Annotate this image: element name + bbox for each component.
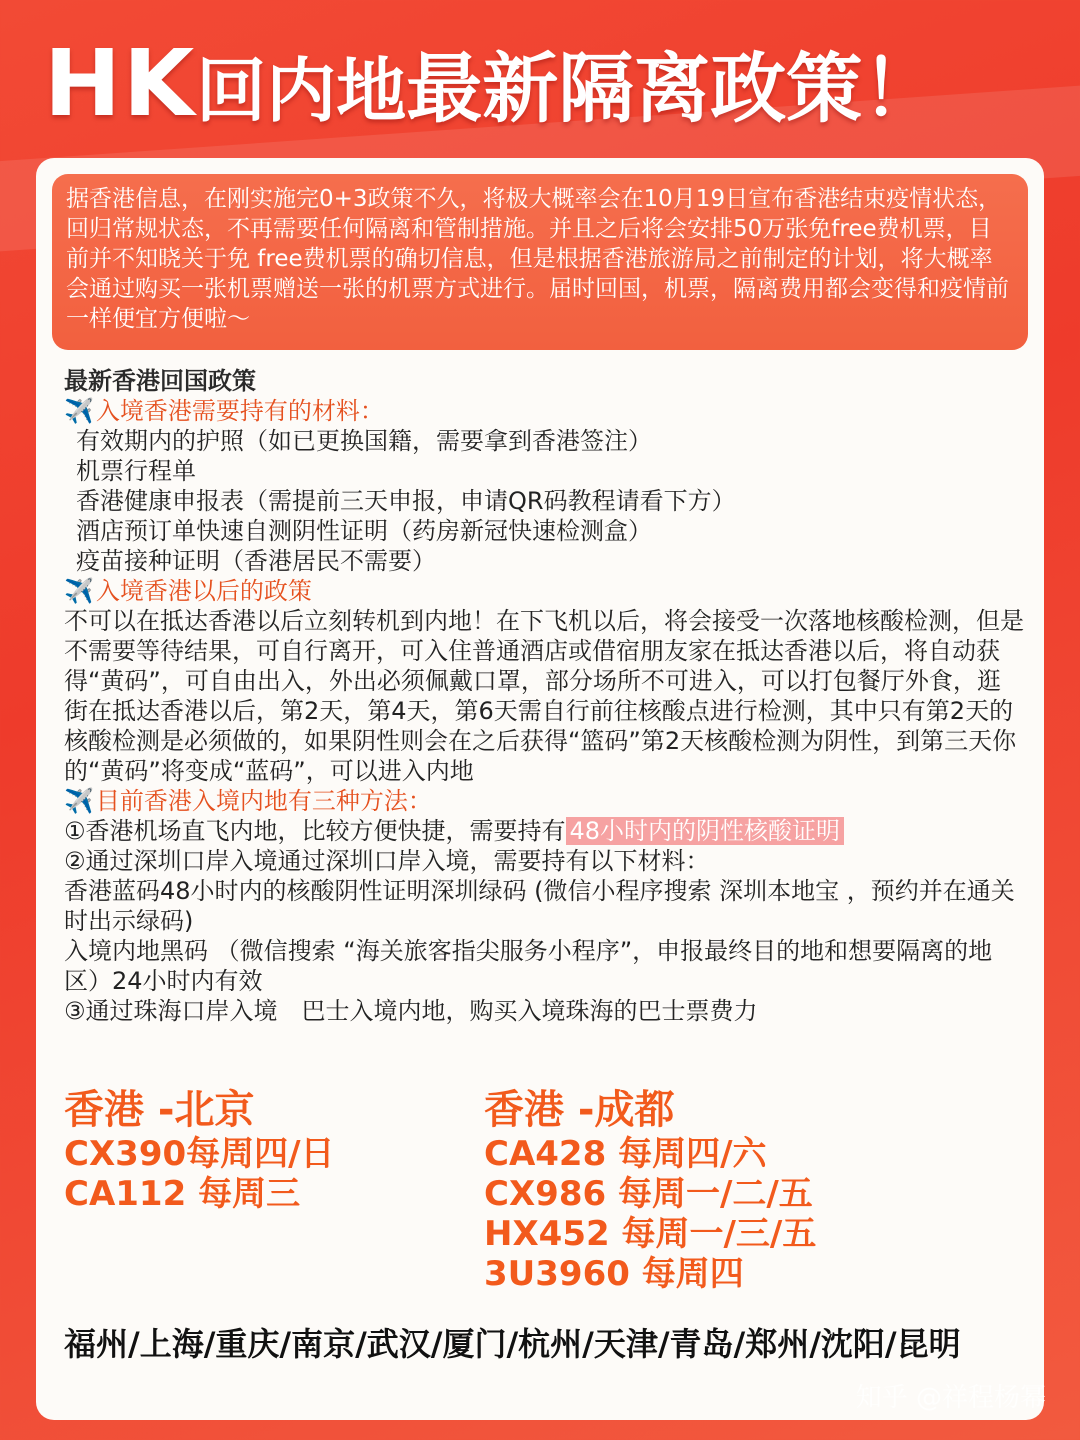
route-chengdu (484, 1086, 816, 1294)
flight-item: CA112 每周三 (64, 1174, 301, 1214)
list-item: 酒店预订单快速自测阴性证明（药房新冠快速检测盒） (76, 517, 652, 545)
intro-box (52, 174, 1028, 350)
entry-materials-header: ✈️入境香港需要持有的材料： (64, 397, 384, 425)
route-title: 香港 -成都 (484, 1087, 675, 1133)
flight-item: CX390每周四/日 (64, 1134, 335, 1174)
after-entry-header: ✈️入境香港以后的政策 (64, 577, 312, 605)
list-item: 机票行程单 (76, 457, 196, 485)
airplane-icon: ✈️ (64, 787, 94, 815)
method-2: ②通过深圳口岸入境通过深圳口岸入境，需要持有以下材料： (64, 847, 710, 875)
method-2-detail-2: 入境内地黑码 （微信搜索 “海关旅客指尖服务小程序”，申报最终目的地和想要隔离的地区）24小时内有效 (64, 937, 993, 995)
title-policy: 最新隔离政策！ (406, 44, 939, 133)
watermark: 知乎 @祥程杨幂 (855, 1383, 1046, 1413)
page-title (44, 28, 1044, 138)
list-item: 疫苗接种证明（香港居民不需要） (76, 547, 436, 575)
after-entry-text: 不可以在抵达香港以后立刻转机到内地！在下飞机以后，将会接受一次落地核酸检测，但是不需要等待结果，可自行离开，可入住普通酒店或借宿朋友家在抵达香港以后，将自动获得“黄码”，可自由出入，外出必须佩戴口罩，部分场所不可进入，可以打包餐厅外食，逛街在抵达香港以后，第2天，第4天，第6天需自行前往核酸点进行检测，其中只有第2天的核酸检测是必须做的，如果阴性则会在之后获得“篮码”第2天核酸检测为阴性，到第三天你的“黄码”将变成“蓝码”，可以进入内地 (64, 607, 1024, 785)
method-2-detail-1: 香港蓝码48小时内的核酸阴性证明深圳绿码 (微信小程序搜索 深圳本地宝 ，预约并在通关时出示绿码) (64, 877, 1015, 935)
airplane-icon: ✈️ (64, 397, 94, 425)
section-title: 最新香港回国政策 (64, 367, 256, 395)
route-beijing (64, 1086, 335, 1214)
method-1-highlight: 48小时内的阴性核酸证明 (566, 817, 845, 845)
intro-text: 据香港信息，在刚实施完0+3政策不久，将极大概率会在10月19日宣布香港结束疫情状态，回归常规状态，不再需要任何隔离和管制措施。并且之后将会安排50万张免free费机票，目前并不知晓关于免 free费机票的确切信息，但是根据香港旅游局之前制定的计划，将大概率会通过购买一张机票赠送一张的机票方式进行。届时回国，机票，隔离费用都会变得和疫情前一样便宜方便啦～ (66, 186, 1009, 332)
method-3: ③通过珠海口岸入境 巴士入境内地，购买入境珠海的巴士票费力 (64, 997, 758, 1025)
route-title: 香港 -北京 (64, 1087, 255, 1133)
flight-item: CA428 每周四/六 (484, 1134, 767, 1174)
list-item: 香港健康申报表（需提前三天申报，申请QR码教程请看下方） (76, 487, 736, 515)
flight-item: CX986 每周一/二/五 (484, 1174, 813, 1214)
flight-item: HX452 每周一/三/五 (484, 1214, 817, 1254)
policy-body (64, 366, 1024, 1026)
list-item: 有效期内的护照（如已更换国籍，需要拿到香港签注） (76, 427, 652, 455)
flight-routes (64, 1086, 1024, 1306)
flight-item: 3U3960 每周四 (484, 1254, 744, 1294)
methods-header: ✈️目前香港入境内地有三种方法： (64, 787, 432, 815)
city-list: 福州/上海/重庆/南京/武汉/厦门/杭州/天津/青岛/郑州/沈阳/昆明 (64, 1325, 961, 1363)
airplane-icon: ✈️ (64, 577, 94, 605)
title-return: 回内地 (196, 50, 407, 132)
method-1: ①香港机场直飞内地，比较方便快捷，需要持有 48小时内的阴性核酸证明 (64, 816, 1024, 846)
title-hk: HK (44, 30, 197, 137)
